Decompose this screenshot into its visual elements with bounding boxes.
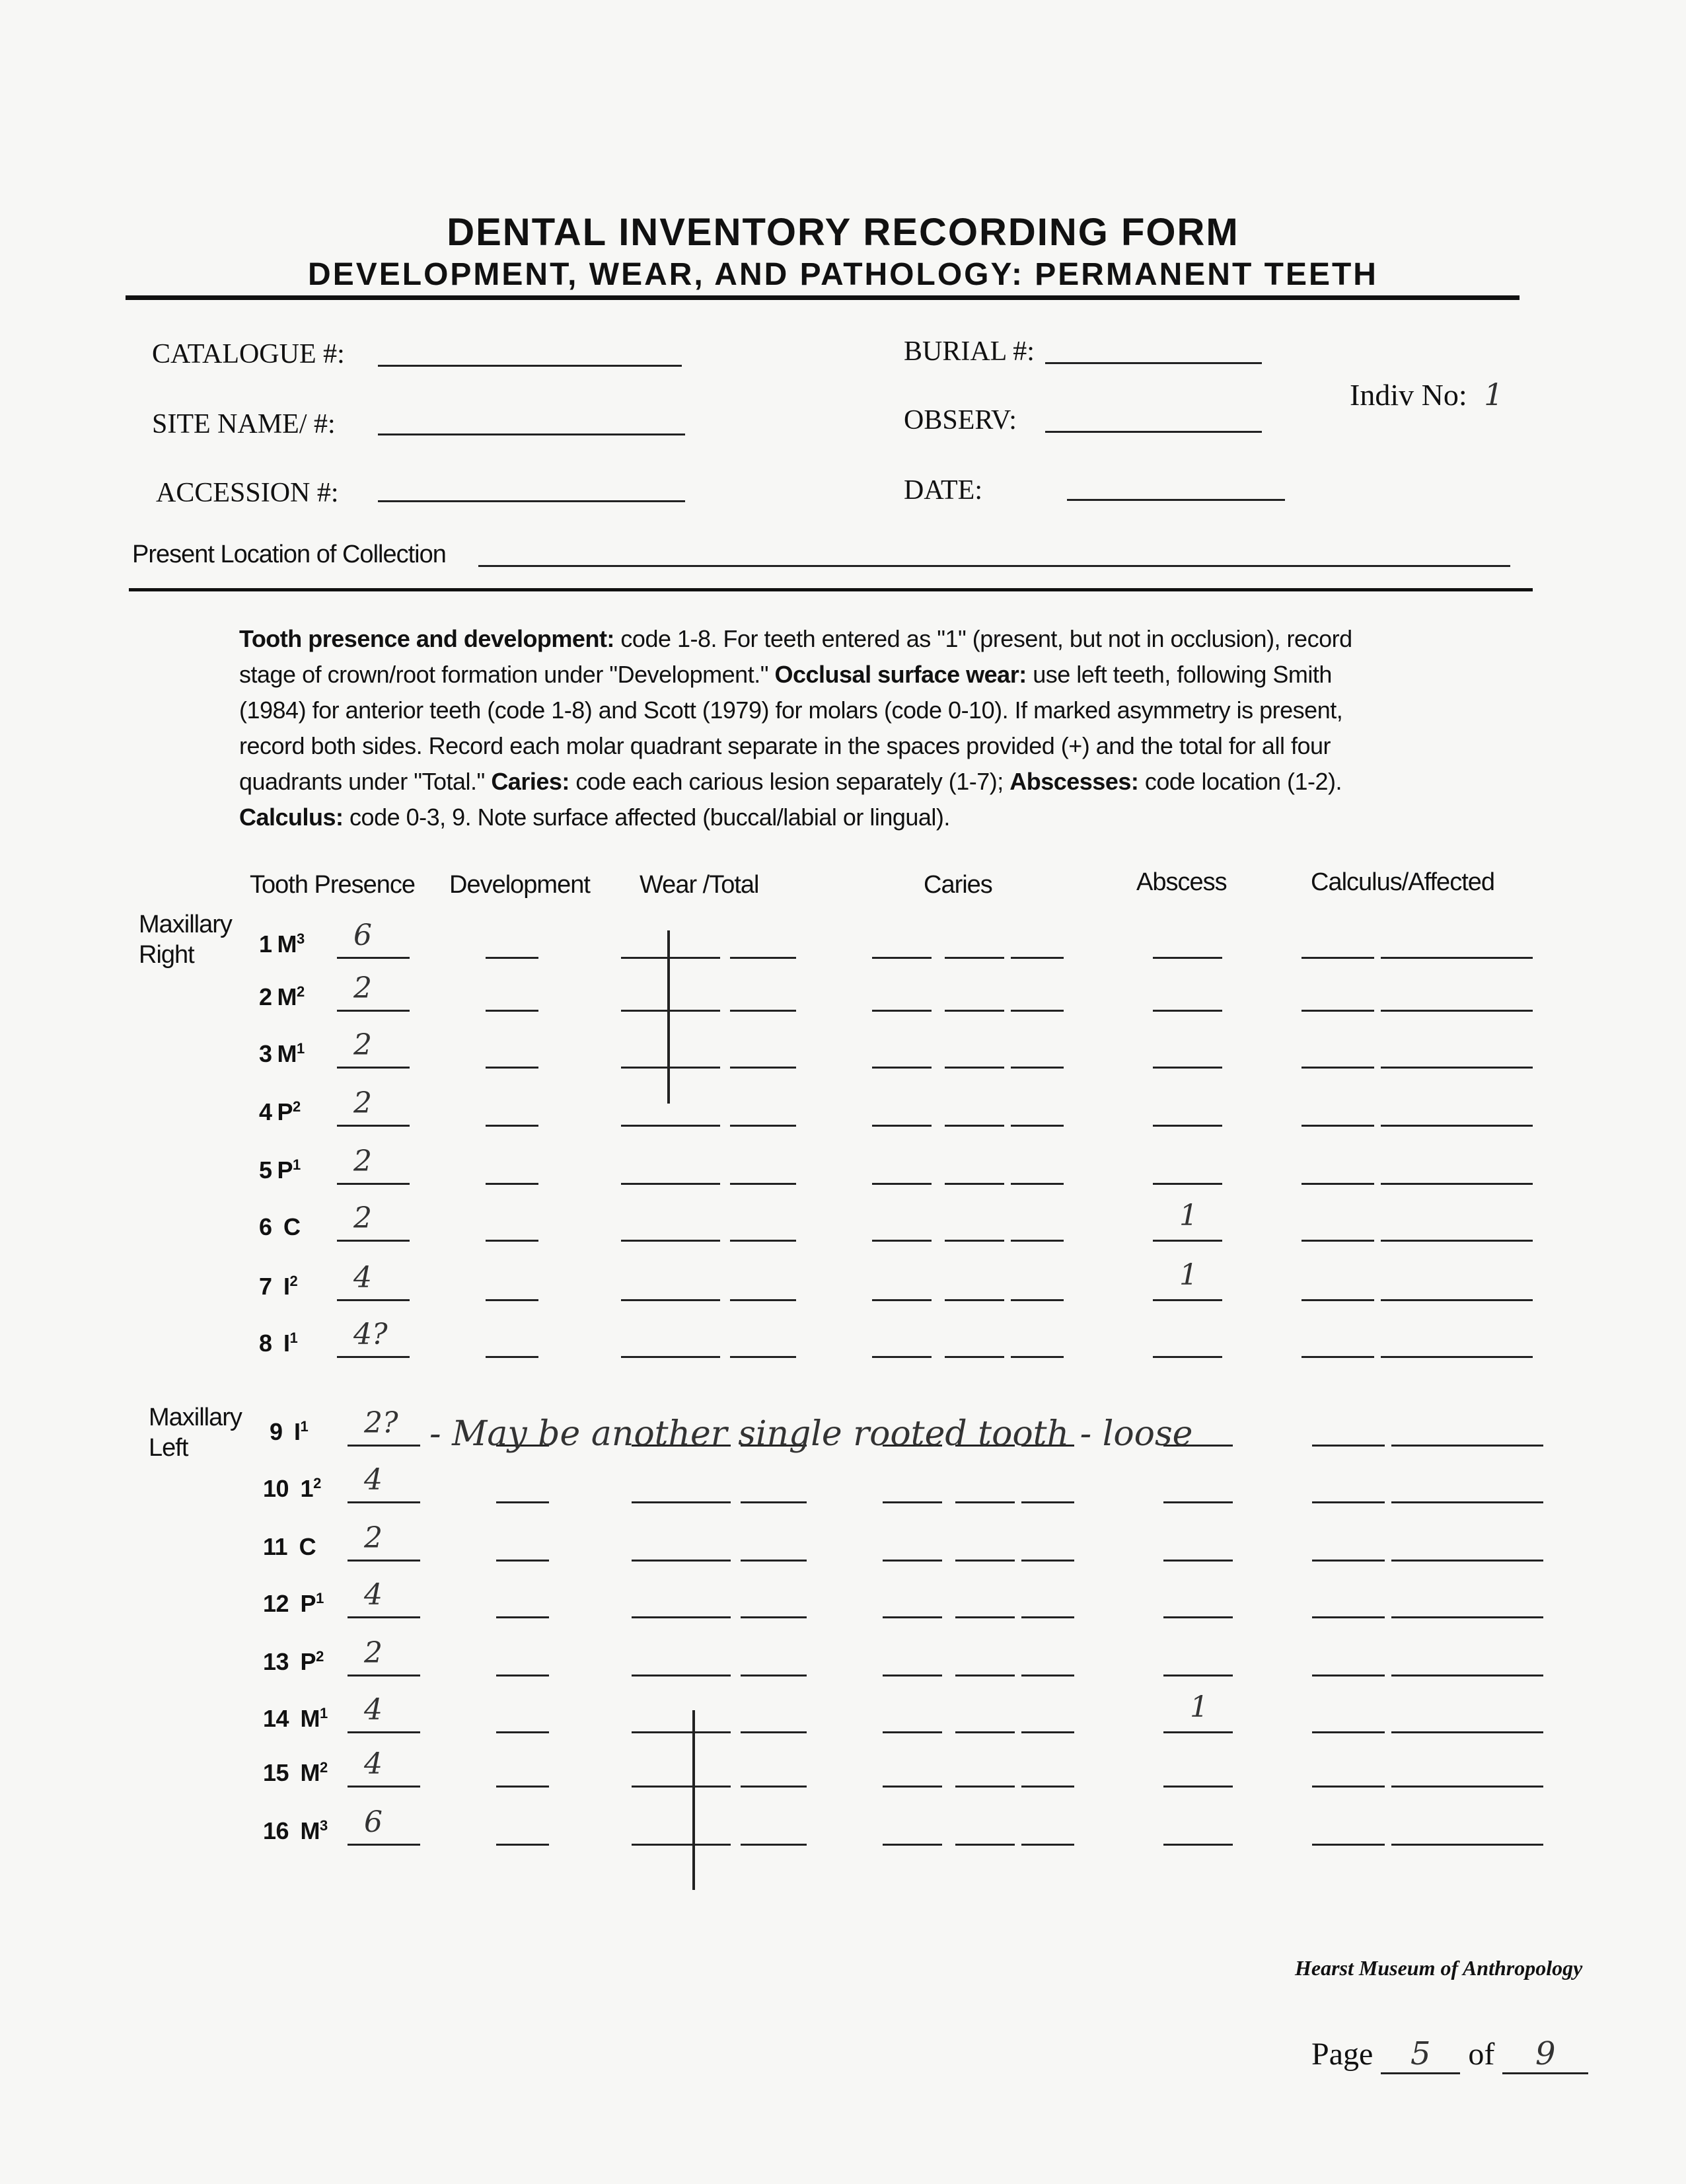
indiv-value: 1 (1484, 377, 1504, 412)
presence-field[interactable] (337, 1299, 410, 1301)
presence-value: 4 (353, 1261, 372, 1295)
location-label: Present Location of Collection (132, 541, 446, 568)
caries-field-1[interactable] (872, 1125, 932, 1127)
tooth-name: M (294, 1705, 320, 1732)
presence-field[interactable] (337, 1125, 410, 1127)
col-calculus: Calculus/Affected (1311, 868, 1495, 896)
caries-field-2[interactable] (955, 1786, 1015, 1788)
caries-field-3[interactable] (1011, 1183, 1064, 1185)
tooth-superscript: 2 (313, 1475, 321, 1491)
calculus-field[interactable] (1301, 1010, 1374, 1012)
abscess-field[interactable] (1163, 1786, 1233, 1788)
wear-field[interactable] (632, 1501, 731, 1503)
observ-field[interactable] (1045, 431, 1262, 433)
col-development: Development (449, 871, 590, 899)
tooth-superscript: 2 (316, 1648, 324, 1665)
presence-field[interactable] (348, 1560, 420, 1562)
tooth-number: 10 (263, 1475, 289, 1502)
tooth-superscript: 1 (300, 1418, 309, 1435)
tooth-name: P (294, 1590, 316, 1617)
calculus-field[interactable] (1312, 1445, 1385, 1447)
presence-field[interactable] (348, 1616, 420, 1618)
date-label: DATE: (904, 475, 982, 506)
calculus-field[interactable] (1301, 1240, 1374, 1242)
caries-field-1[interactable] (872, 1067, 932, 1069)
caries-field-2[interactable] (945, 1356, 1004, 1358)
tooth-label (263, 1590, 324, 1618)
presence-field[interactable] (348, 1501, 420, 1503)
presence-value: 4 (364, 1463, 383, 1497)
calculus-field[interactable] (1301, 1183, 1374, 1185)
tooth-superscript: 1 (316, 1590, 324, 1606)
development-field[interactable] (486, 1299, 538, 1301)
abscess-field[interactable] (1163, 1844, 1233, 1846)
total-field[interactable] (730, 957, 796, 959)
tooth-number: 4 (259, 1098, 272, 1125)
affected-field[interactable] (1381, 1183, 1533, 1185)
tooth-label (259, 1098, 301, 1126)
calculus-field[interactable] (1301, 1125, 1374, 1127)
tooth-name: P (277, 1156, 293, 1184)
col-abscess: Abscess (1136, 868, 1227, 896)
caries-field-2[interactable] (945, 1183, 1004, 1185)
caries-field-3[interactable] (1021, 1786, 1074, 1788)
total-field[interactable] (741, 1731, 807, 1733)
affected-field[interactable] (1391, 1560, 1543, 1562)
calculus-field[interactable] (1312, 1731, 1385, 1733)
presence-value: 4 (364, 1747, 383, 1781)
indiv-no (1350, 377, 1503, 412)
tooth-name: P (294, 1648, 316, 1675)
affected-field[interactable] (1391, 1501, 1543, 1503)
caries-field-2[interactable] (955, 1560, 1015, 1562)
total-field[interactable] (741, 1844, 807, 1846)
wear-field[interactable] (632, 1731, 731, 1733)
tooth-label (259, 1273, 297, 1300)
date-field[interactable] (1067, 499, 1285, 501)
calculus-field[interactable] (1301, 1067, 1374, 1069)
abscess-field[interactable] (1163, 1560, 1233, 1562)
section-maxillary-right: Maxillary Right (139, 911, 232, 969)
abscess-field[interactable] (1163, 1501, 1233, 1503)
affected-field[interactable] (1381, 957, 1533, 959)
caries-field-3[interactable] (1011, 957, 1064, 959)
development-field[interactable] (486, 1240, 538, 1242)
caries-field-3[interactable] (1021, 1501, 1074, 1503)
abscess-value: 1 (1179, 1199, 1198, 1232)
affected-field[interactable] (1381, 1299, 1533, 1301)
abscess-field[interactable] (1153, 1125, 1222, 1127)
presence-value: 2 (353, 1201, 372, 1235)
total-field[interactable] (730, 1067, 796, 1069)
development-field[interactable] (496, 1786, 549, 1788)
caries-field-1[interactable] (883, 1844, 942, 1846)
total-field[interactable] (730, 1183, 796, 1185)
tooth-name: M (277, 1040, 297, 1067)
abscess-field[interactable] (1163, 1675, 1233, 1676)
tooth-label (263, 1648, 324, 1676)
tooth-number: 14 (263, 1705, 289, 1732)
tooth-name: M (277, 930, 297, 958)
presence-field[interactable] (337, 1356, 410, 1358)
tooth-name: 1 (294, 1475, 314, 1502)
tooth-label (263, 1705, 328, 1733)
calculus-field[interactable] (1312, 1675, 1385, 1676)
site-name-label: SITE NAME/ #: (152, 409, 336, 439)
development-field[interactable] (486, 1067, 538, 1069)
wear-field[interactable] (621, 957, 720, 959)
total-field[interactable] (741, 1501, 807, 1503)
development-field[interactable] (496, 1501, 549, 1503)
location-field[interactable] (478, 565, 1510, 567)
tooth-label (263, 1533, 316, 1561)
section-maxillary-left: Maxillary Left (149, 1404, 242, 1462)
caries-field-2[interactable] (955, 1675, 1015, 1676)
presence-field[interactable] (348, 1445, 420, 1447)
wear-field[interactable] (621, 1356, 720, 1358)
caries-field-3[interactable] (1021, 1616, 1074, 1618)
tooth-label (259, 1213, 301, 1241)
burial-field[interactable] (1045, 362, 1262, 364)
presence-field[interactable] (348, 1731, 420, 1733)
presence-field[interactable] (337, 957, 410, 959)
presence-field[interactable] (337, 1010, 410, 1012)
total-field[interactable] (741, 1616, 807, 1618)
wear-field[interactable] (621, 1067, 720, 1069)
accession-label: ACCESSION #: (156, 478, 339, 508)
development-field[interactable] (496, 1731, 549, 1733)
affected-field[interactable] (1391, 1616, 1543, 1618)
presence-field[interactable] (348, 1844, 420, 1846)
catalogue-field[interactable] (378, 365, 682, 367)
caries-field-2[interactable] (955, 1616, 1015, 1618)
caries-field-1[interactable] (872, 1183, 932, 1185)
page-label: Page (1311, 2037, 1374, 2072)
tooth-superscript: 2 (320, 1759, 328, 1776)
molar-cross-right (667, 930, 670, 1104)
tooth-name: I (287, 1418, 301, 1445)
caries-field-1[interactable] (872, 1356, 932, 1358)
title-rule (126, 295, 1520, 300)
caries-field-3[interactable] (1011, 1010, 1064, 1012)
calculus-field[interactable] (1312, 1501, 1385, 1503)
tooth-number: 12 (263, 1590, 289, 1617)
tooth-number: 5 (259, 1156, 272, 1184)
tooth-label (263, 1817, 328, 1845)
caries-field-1[interactable] (883, 1501, 942, 1503)
caries-field-2[interactable] (955, 1501, 1015, 1503)
tooth-number: 2 (259, 983, 272, 1010)
col-presence: Tooth Presence (250, 871, 416, 899)
caries-field-2[interactable] (945, 1299, 1004, 1301)
development-field[interactable] (496, 1616, 549, 1618)
accession-field[interactable] (378, 500, 685, 502)
abscess-value: 1 (1179, 1258, 1198, 1292)
caries-field-3[interactable] (1011, 1125, 1064, 1127)
page-number (1311, 2035, 1588, 2074)
wear-field[interactable] (632, 1675, 731, 1676)
presence-field[interactable] (337, 1240, 410, 1242)
abscess-field[interactable] (1153, 1067, 1222, 1069)
tooth-superscript: 1 (320, 1705, 328, 1721)
calculus-field[interactable] (1301, 957, 1374, 959)
total-field[interactable] (730, 1010, 796, 1012)
caries-field-1[interactable] (872, 1240, 932, 1242)
caries-field-3[interactable] (1021, 1844, 1074, 1846)
page-total: 9 (1502, 2035, 1588, 2074)
wear-field[interactable] (632, 1616, 731, 1618)
tooth-superscript: 1 (293, 1156, 301, 1173)
tooth-name: I (277, 1330, 290, 1357)
abscess-field[interactable] (1153, 957, 1222, 959)
development-field[interactable] (486, 1356, 538, 1358)
tooth-number: 16 (263, 1817, 289, 1844)
calculus-field[interactable] (1312, 1560, 1385, 1562)
tooth-name: I (277, 1273, 290, 1300)
col-caries: Caries (924, 871, 992, 899)
caries-field-3[interactable] (1011, 1299, 1064, 1301)
tooth-number: 13 (263, 1648, 289, 1675)
caries-field-1[interactable] (872, 1010, 932, 1012)
affected-field[interactable] (1391, 1445, 1543, 1447)
form-title: DENTAL INVENTORY RECORDING FORM (447, 211, 1239, 254)
presence-value: 6 (364, 1805, 383, 1839)
tooth-name: C (293, 1533, 316, 1560)
molar-cross-left (692, 1710, 695, 1890)
caries-field-3[interactable] (1021, 1560, 1074, 1562)
presence-value: 2 (364, 1521, 383, 1555)
affected-field[interactable] (1391, 1844, 1543, 1846)
development-field[interactable] (486, 1183, 538, 1185)
affected-field[interactable] (1381, 1067, 1533, 1069)
abscess-value: 1 (1190, 1690, 1208, 1724)
presence-value: 2? (364, 1406, 398, 1440)
total-field[interactable] (741, 1675, 807, 1676)
abscess-field[interactable] (1153, 1299, 1222, 1301)
affected-field[interactable] (1391, 1675, 1543, 1676)
caries-field-1[interactable] (883, 1786, 942, 1788)
affected-field[interactable] (1381, 1125, 1533, 1127)
presence-value: 4? (353, 1318, 388, 1351)
abscess-field[interactable] (1153, 1240, 1222, 1242)
total-field[interactable] (741, 1786, 807, 1788)
indiv-label: Indiv No: (1350, 378, 1467, 412)
caries-field-3[interactable] (1021, 1675, 1074, 1676)
wear-field[interactable] (621, 1299, 720, 1301)
caries-field-3[interactable] (1021, 1731, 1074, 1733)
tooth-number: 15 (263, 1759, 289, 1786)
tooth-label (259, 1156, 301, 1184)
tooth-superscript: 2 (293, 1098, 301, 1115)
wear-field[interactable] (632, 1844, 731, 1846)
development-field[interactable] (496, 1675, 549, 1676)
tooth-superscript: 1 (289, 1330, 298, 1346)
caries-field-1[interactable] (872, 957, 932, 959)
total-field[interactable] (730, 1356, 796, 1358)
tooth-name: M (294, 1817, 320, 1844)
caries-field-2[interactable] (945, 1240, 1004, 1242)
calculus-field[interactable] (1312, 1844, 1385, 1846)
caries-field-2[interactable] (955, 1731, 1015, 1733)
abscess-field[interactable] (1163, 1616, 1233, 1618)
caries-field-1[interactable] (872, 1299, 932, 1301)
presence-value: 6 (353, 919, 372, 952)
col-wear: Wear /Total (640, 871, 759, 899)
tooth-superscript: 2 (297, 983, 305, 1000)
total-field[interactable] (730, 1240, 796, 1242)
observ-label: OBSERV: (904, 405, 1017, 435)
tooth-number: 3 (259, 1040, 272, 1067)
calculus-field[interactable] (1301, 1356, 1374, 1358)
presence-value: 2 (353, 1028, 372, 1062)
caries-field-2[interactable] (945, 1067, 1004, 1069)
row9-note: - May be another single rooted tooth - loose (429, 1414, 1193, 1454)
tooth-name: M (277, 983, 297, 1010)
catalogue-label: CATALOGUE #: (152, 339, 345, 369)
caries-field-1[interactable] (883, 1560, 942, 1562)
development-field[interactable] (486, 1125, 538, 1127)
affected-field[interactable] (1391, 1731, 1543, 1733)
development-field[interactable] (496, 1560, 549, 1562)
caries-field-3[interactable] (1011, 1356, 1064, 1358)
development-field[interactable] (486, 957, 538, 959)
presence-value: 4 (364, 1578, 383, 1612)
form-subtitle: DEVELOPMENT, WEAR, AND PATHOLOGY: PERMANENT TEETH (308, 257, 1378, 292)
presence-value: 2 (353, 971, 372, 1005)
caries-field-2[interactable] (945, 1010, 1004, 1012)
development-field[interactable] (496, 1844, 549, 1846)
tooth-label (259, 1040, 305, 1068)
caries-field-1[interactable] (883, 1675, 942, 1676)
caries-field-2[interactable] (945, 1125, 1004, 1127)
abscess-field[interactable] (1153, 1356, 1222, 1358)
calculus-field[interactable] (1312, 1786, 1385, 1788)
presence-value: 2 (353, 1086, 372, 1120)
affected-field[interactable] (1391, 1786, 1543, 1788)
tooth-label (263, 1475, 321, 1503)
tooth-label (259, 1330, 297, 1357)
presence-field[interactable] (348, 1675, 420, 1676)
presence-field[interactable] (337, 1067, 410, 1069)
tooth-name: M (294, 1759, 320, 1786)
affected-field[interactable] (1381, 1010, 1533, 1012)
museum-name: Hearst Museum of Anthropology (1295, 1956, 1583, 1980)
instructions: Tooth presence and development: code 1-8. For teeth entered as "1" (present, but not in occlusion), record stage of crown/root formation under "Development." Occlusal surface wear: use left teeth, following Smith (1984) for anterior teeth (code 1-8) and Scott (1979) for molars (code 0-10). If marked asymmetry is present, record both sides. Record each molar quadrant separate in the spaces provided (+) and the total for all four quadrants under "Total." Caries: code each carious lesion separately (1-7); Abscesses: code location (1-2). Calculus: code 0-3, 9. Note surface affected (buccal/labial or lingual). (239, 625, 1352, 831)
page-current: 5 (1381, 2035, 1460, 2074)
calculus-field[interactable] (1312, 1616, 1385, 1618)
wear-field[interactable] (621, 1183, 720, 1185)
tooth-number: 7 (259, 1273, 272, 1300)
presence-value: 2 (364, 1636, 383, 1670)
tooth-label (263, 1759, 328, 1787)
presence-field[interactable] (348, 1786, 420, 1788)
wear-field[interactable] (632, 1560, 731, 1562)
calculus-field[interactable] (1301, 1299, 1374, 1301)
tooth-superscript: 3 (297, 930, 305, 947)
tooth-number: 8 (259, 1330, 272, 1357)
wear-field[interactable] (621, 1125, 720, 1127)
tooth-number: 9 (270, 1418, 283, 1445)
caries-field-1[interactable] (883, 1731, 942, 1733)
caries-field-3[interactable] (1011, 1240, 1064, 1242)
of-label: of (1468, 2037, 1495, 2072)
tooth-label (270, 1418, 308, 1446)
wear-field[interactable] (621, 1010, 720, 1012)
caries-field-1[interactable] (883, 1616, 942, 1618)
site-name-field[interactable] (378, 433, 685, 435)
total-field[interactable] (730, 1299, 796, 1301)
tooth-name: C (277, 1213, 301, 1240)
tooth-superscript: 1 (297, 1040, 305, 1057)
abscess-field[interactable] (1153, 1183, 1222, 1185)
tooth-number: 6 (259, 1213, 272, 1240)
tooth-label (259, 930, 305, 958)
presence-value: 4 (364, 1693, 383, 1727)
abscess-field[interactable] (1163, 1731, 1233, 1733)
caries-field-3[interactable] (1011, 1067, 1064, 1069)
tooth-number: 1 (259, 930, 272, 958)
total-field[interactable] (741, 1560, 807, 1562)
abscess-field[interactable] (1153, 1010, 1222, 1012)
total-field[interactable] (730, 1125, 796, 1127)
tooth-number: 11 (263, 1533, 288, 1560)
caries-field-2[interactable] (945, 957, 1004, 959)
development-field[interactable] (486, 1010, 538, 1012)
tooth-superscript: 3 (320, 1817, 328, 1834)
caries-field-2[interactable] (955, 1844, 1015, 1846)
tooth-name: P (277, 1098, 293, 1125)
tooth-superscript: 2 (289, 1273, 298, 1289)
presence-value: 2 (353, 1145, 372, 1178)
header-bottom-rule (129, 588, 1533, 591)
wear-field[interactable] (632, 1786, 731, 1788)
burial-label: BURIAL #: (904, 336, 1035, 367)
affected-field[interactable] (1381, 1356, 1533, 1358)
presence-field[interactable] (337, 1183, 410, 1185)
affected-field[interactable] (1381, 1240, 1533, 1242)
wear-field[interactable] (621, 1240, 720, 1242)
tooth-label (259, 983, 305, 1011)
